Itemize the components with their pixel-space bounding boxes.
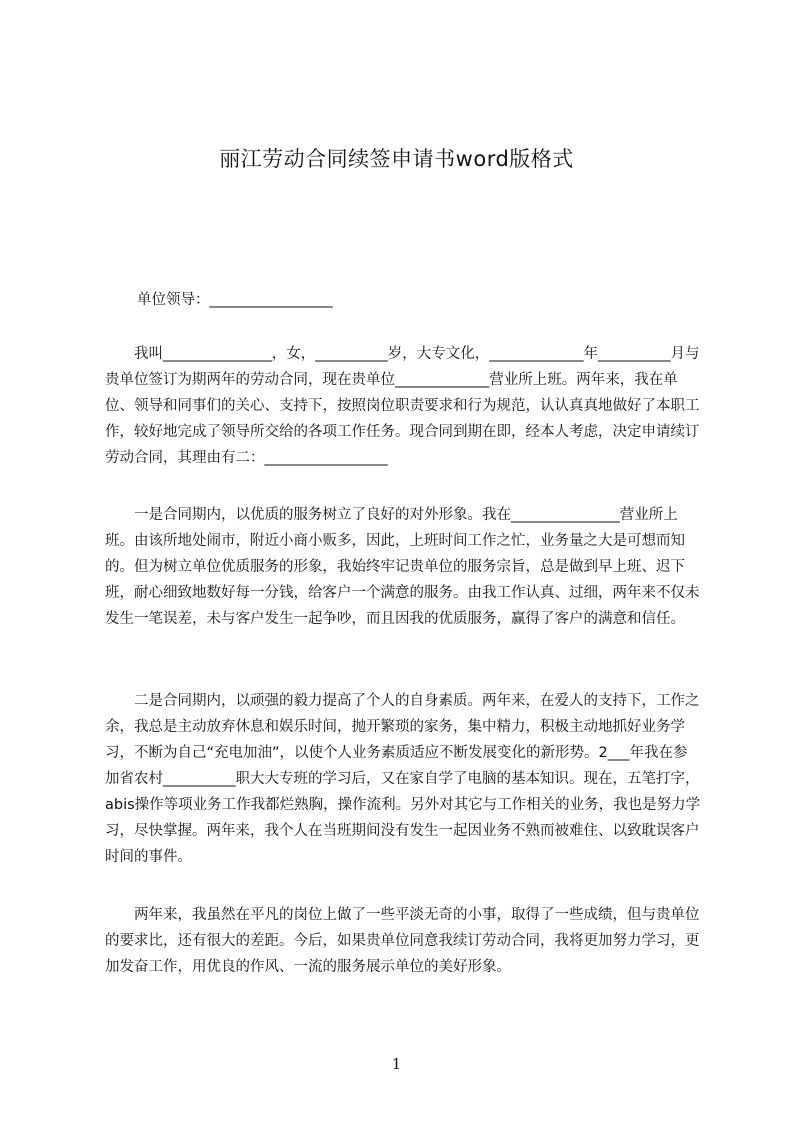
salutation: 单位领导：_________________ bbox=[137, 292, 333, 308]
body-paragraph: 一是合同期内，以优质的服务树立了良好的对外形象。我在_______________营业所上班。由该所地处闹市，附近小商小贩多，因此，上班时间工作之忙，业务量之大是可想而知的。但为树立单位优质服务的形象，我始终牢记贵单位的服务宗旨，总是做到早上班、迟下班，耐心细致地数好每一分钱，给客户一个满意的服务。由我工作认真、过细，两年来不仅未发生一笔误差，未与客户发生一起争吵，而且因我的优质服务，赢得了客户的满意和信任。 bbox=[105, 507, 700, 627]
body-paragraph: 我叫_______________，女，__________岁，大专文化，_____________年__________月与贵单位签订为期两年的劳动合同，现在贵单位_____________营业所上班。两年来，我在单位、领导和同事们的关心、支持下，按照岗位职责要求和行为规范，认认真真地做好了本职工作，较好地完成了领导所交给的各项工作任务。现合同到期在即，经本人考虑，决定申请续订劳动合同，其理由有二：_________________ bbox=[105, 346, 700, 466]
body-paragraph: 二是合同期内，以顽强的毅力提高了个人的自身素质。两年来，在爱人的支持下，工作之余，我总是主动放弃休息和娱乐时间，抛开繁琐的家务，集中精力，积极主动地抓好业务学习，不断为自己“充电加油”，以使个人业务素质适应不断发展变化的新形势。2___年我在参加省农村__________职大大专班的学习后，又在家自学了电脑的基本知识。现在，五笔打字，abis操作等项业务工作我都烂熟胸，操作流利。另外对其它与工作相关的业务，我也是努力学习，尽快掌握。两年来，我个人在当班期间没有发生一起因业务不熟而被难住、以致耽误客户时间的事件。 bbox=[105, 693, 701, 865]
body-paragraph: 两年来，我虽然在平凡的岗位上做了一些平淡无奇的小事，取得了一些成绩，但与贵单位的要求比，还有很大的差距。今后，如果贵单位同意我续订劳动合同，我将更加努力学习，更加发奋工作，用优良的作风、一流的服务展示单位的美好形象。 bbox=[105, 907, 700, 975]
page-number: 1 bbox=[391, 1055, 402, 1073]
page-title: 丽江劳动合同续签申请书word版格式 bbox=[219, 147, 574, 171]
